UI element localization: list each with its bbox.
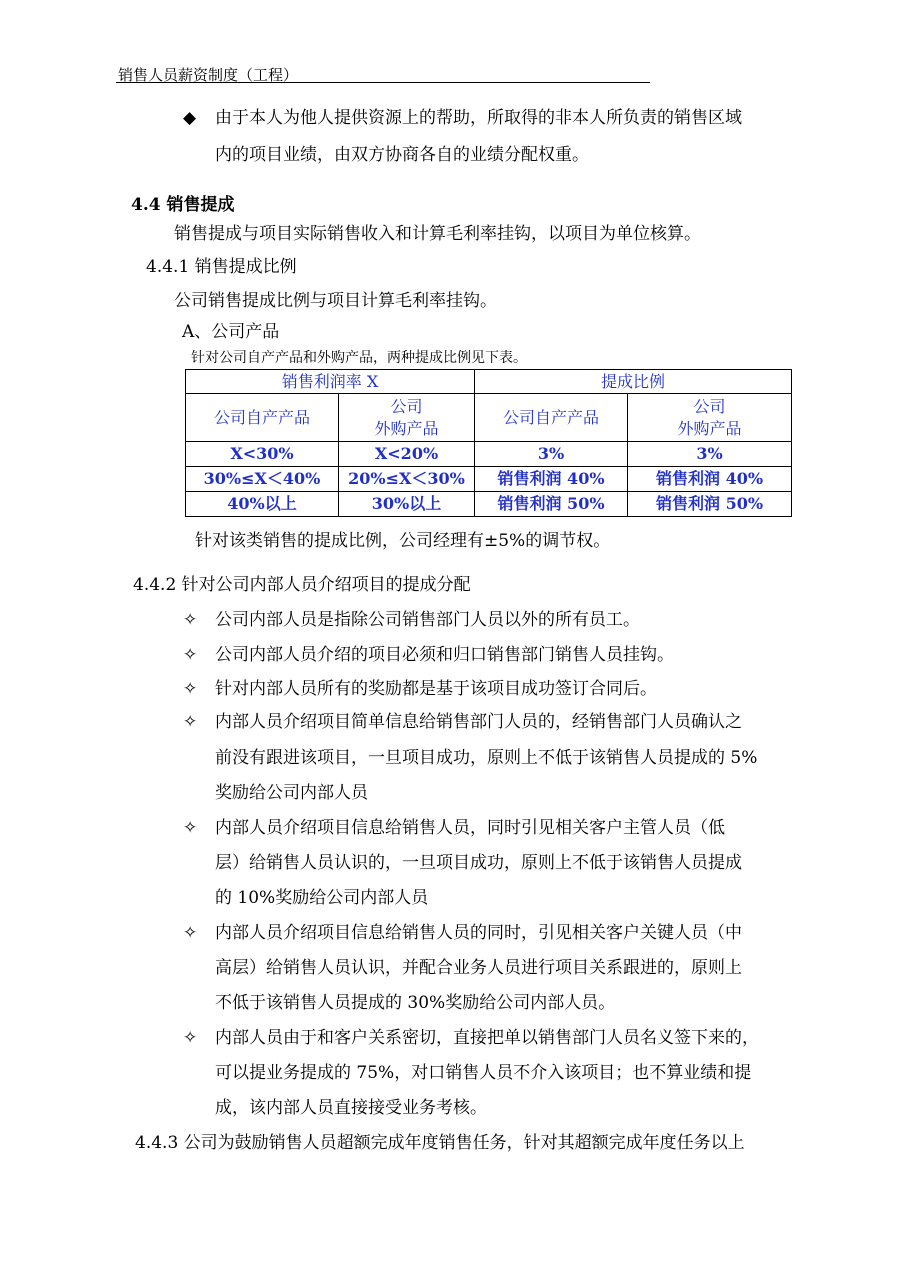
list-item: ✧ 内部人员介绍项目信息给销售人员，同时引见相关客户主管人员（低 — [183, 818, 725, 838]
header-rule — [116, 82, 650, 83]
star-bullet-icon: ✧ — [183, 1028, 198, 1048]
section-heading-4-4-1: 4.4.1 销售提成比例 — [146, 257, 297, 277]
star-bullet-icon: ✧ — [183, 645, 198, 665]
section-heading-4-4-3: 4.4.3 公司为鼓励销售人员超额完成年度销售任务，针对其超额完成年度任务以上 — [135, 1133, 745, 1153]
table-caption: 针对公司自产产品和外购产品，两种提成比例见下表。 — [191, 350, 527, 366]
table-cell: 30%≤X＜40% — [186, 467, 339, 492]
table-cell: X<30% — [186, 442, 339, 467]
table-cell: 3% — [475, 442, 628, 467]
table-group-header-left: 销售利润率 X — [186, 370, 475, 394]
document-header: 销售人员薪资制度（工程） — [118, 66, 299, 84]
table-cell: X<20% — [339, 442, 475, 467]
list-item: ✧ 针对内部人员所有的奖励都是基于该项目成功签订合同后。 — [183, 679, 657, 699]
sub-heading-a: A、公司产品 — [182, 322, 280, 342]
table-cell: 销售利润 40% — [475, 467, 628, 492]
list-item-continuation: 不低于该销售人员提成的 30%奖励给公司内部人员。 — [215, 993, 616, 1013]
section-4-4-body: 销售提成与项目实际销售收入和计算毛利率挂钩，以项目为单位核算。 — [174, 224, 701, 244]
table-cell: 20%≤X＜30% — [339, 467, 475, 492]
section-4-4-1-body: 公司销售提成比例与项目计算毛利率挂钩。 — [174, 291, 497, 311]
star-bullet-icon: ✧ — [183, 679, 198, 699]
table-col-header: 公司 外购产品 — [339, 394, 475, 442]
table-col-header: 公司自产产品 — [475, 394, 628, 442]
commission-rate-table — [185, 369, 792, 517]
table-group-header-right: 提成比例 — [475, 370, 792, 394]
section-heading-4-4: 4.4 销售提成 — [131, 195, 235, 215]
table-row — [186, 467, 792, 492]
diamond-bullet-icon: ◆ — [183, 108, 197, 128]
star-bullet-icon: ✧ — [183, 818, 198, 838]
table-col-header: 公司 外购产品 — [628, 394, 792, 442]
list-item-continuation: 前没有跟进该项目，一旦项目成功，原则上不低于该销售人员提成的 5% — [215, 748, 758, 768]
intro-bullet-line2: 内的项目业绩，由双方协商各自的业绩分配权重。 — [215, 145, 589, 165]
table-row — [186, 492, 792, 517]
table-row — [186, 442, 792, 467]
table-note: 针对该类销售的提成比例，公司经理有±5%的调节权。 — [195, 531, 611, 551]
table-cell: 40%以上 — [186, 492, 339, 517]
star-bullet-icon: ✧ — [183, 923, 198, 943]
list-item: ✧ 公司内部人员是指除公司销售部门人员以外的所有员工。 — [183, 610, 640, 630]
list-item-continuation: 高层）给销售人员认识，并配合业务人员进行项目关系跟进的，原则上 — [215, 958, 742, 978]
list-item-continuation: 的 10%奖励给公司内部人员 — [215, 888, 429, 908]
list-item-continuation: 层）给销售人员认识的，一旦项目成功，原则上不低于该销售人员提成 — [215, 853, 742, 873]
list-item: ✧ 公司内部人员介绍的项目必须和归口销售部门销售人员挂钩。 — [183, 645, 674, 665]
table-cell: 销售利润 50% — [475, 492, 628, 517]
intro-bullet-line1: 由于本人为他人提供资源上的帮助，所取得的非本人所负责的销售区域 — [215, 108, 742, 128]
table-col-header: 公司自产产品 — [186, 394, 339, 442]
table-cell: 30%以上 — [339, 492, 475, 517]
list-item: ✧ 内部人员由于和客户关系密切，直接把单以销售部门人员名义签下来的， — [183, 1028, 759, 1048]
list-item: ✧ 内部人员介绍项目简单信息给销售部门人员的，经销售部门人员确认之 — [183, 712, 742, 732]
star-bullet-icon: ✧ — [183, 610, 198, 630]
list-item-continuation: 成，该内部人员直接接受业务考核。 — [215, 1098, 487, 1118]
table-cell: 3% — [628, 442, 792, 467]
intro-bullet — [183, 108, 742, 128]
table-cell: 销售利润 40% — [628, 467, 792, 492]
list-item-continuation: 奖励给公司内部人员 — [215, 783, 368, 803]
table-cell: 销售利润 50% — [628, 492, 792, 517]
star-bullet-icon: ✧ — [183, 712, 198, 732]
list-item-continuation: 可以提业务提成的 75%，对口销售人员不介入该项目；也不算业绩和提 — [215, 1063, 752, 1083]
list-item: ✧ 内部人员介绍项目信息给销售人员的同时，引见相关客户关键人员（中 — [183, 923, 742, 943]
section-heading-4-4-2: 4.4.2 针对公司内部人员介绍项目的提成分配 — [133, 575, 471, 595]
